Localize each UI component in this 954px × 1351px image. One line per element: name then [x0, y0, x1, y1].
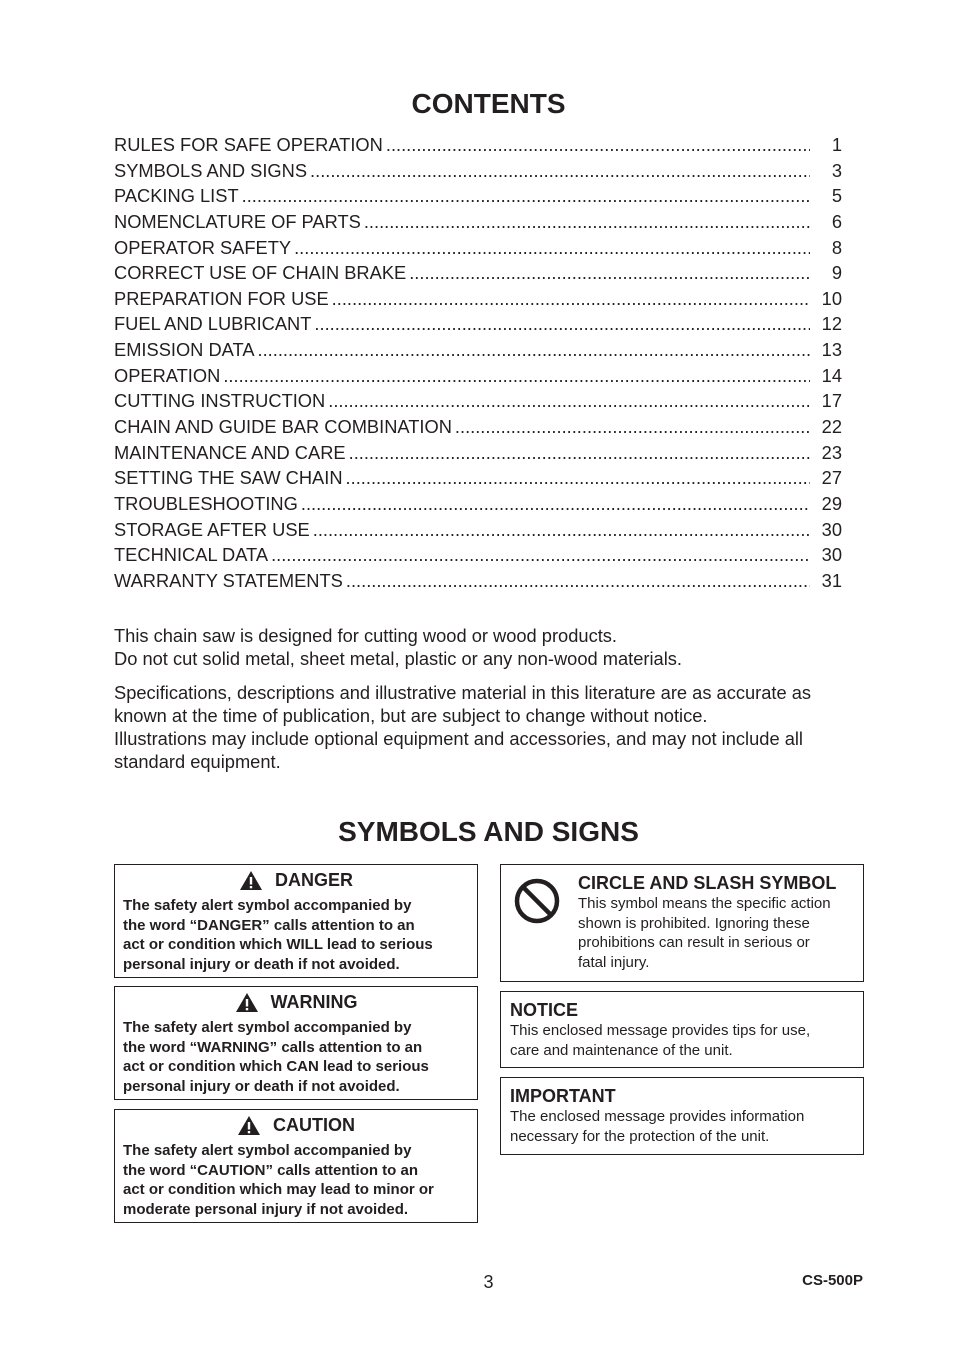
toc-entry-label: TECHNICAL DATA: [114, 544, 269, 566]
toc-entry-label: OPERATION: [114, 364, 221, 386]
warning-line: The safety alert symbol accompanied by: [123, 1019, 412, 1036]
toc-entry-label: NOMENCLATURE OF PARTS: [114, 210, 361, 232]
important-line: necessary for the protection of the unit.: [510, 1127, 770, 1145]
danger-line: personal injury or death if not avoided.: [123, 955, 400, 973]
danger-text: [115, 896, 477, 974]
important-label: IMPORTANT: [510, 1086, 616, 1106]
danger-heading: [115, 870, 477, 891]
toc-entry-page: 14: [821, 364, 842, 386]
toc-entry-label: TROUBLESHOOTING: [114, 492, 298, 514]
toc-entry-label: SYMBOLS AND SIGNS: [114, 159, 308, 181]
toc-entry: [114, 544, 842, 570]
warning-line: personal injury or death if not avoided.: [123, 1077, 400, 1095]
toc-entry: [114, 467, 842, 493]
toc-entry: [114, 185, 842, 211]
toc-entry-page: 22: [821, 416, 842, 438]
notice-text: [510, 1021, 857, 1060]
toc-entry-page: 29: [821, 492, 842, 514]
toc-dot-leader: [294, 237, 810, 259]
specifications-paragraph: [114, 681, 859, 773]
toc-dot-leader: [242, 185, 810, 207]
toc-entry-label: CORRECT USE OF CHAIN BRAKE: [114, 262, 407, 284]
symbols-title: SYMBOLS AND SIGNS: [338, 816, 639, 847]
toc-entry: [114, 442, 842, 468]
caution-line: The safety alert symbol accompanied by: [123, 1142, 412, 1159]
specs-line: Specifications, descriptions and illustrative material in this literature are as accurate as: [114, 682, 812, 703]
toc-entry-page: 3: [831, 159, 842, 181]
toc-dot-leader: [258, 339, 810, 361]
toc-entry-label: PACKING LIST: [114, 185, 239, 207]
toc-entry-label: WARRANTY STATEMENTS: [114, 569, 343, 591]
toc-entry-page: 1: [831, 134, 842, 155]
toc-dot-leader: [455, 416, 810, 438]
toc-entry-page: 6: [831, 210, 842, 232]
model-code: CS-500P: [802, 1272, 863, 1289]
toc-dot-leader: [223, 365, 810, 387]
intro-line: Do not cut solid metal, sheet metal, plastic or any non-wood materials.: [114, 648, 683, 669]
toc-entry: [114, 160, 842, 186]
warning-line: the word “WARNING” calls attention to an: [123, 1038, 423, 1056]
toc-dot-leader: [301, 493, 810, 515]
warning-triangle-icon: [239, 870, 263, 891]
toc-entry-page: 10: [821, 287, 842, 309]
toc-entry-page: 27: [821, 467, 842, 489]
toc-entry: [114, 313, 842, 339]
caution-text: [115, 1141, 477, 1219]
toc-entry: [114, 519, 842, 545]
toc-entry-page: 31: [821, 569, 842, 591]
danger-line: act or condition which WILL lead to serious: [123, 936, 433, 953]
toc-entry-label: OPERATOR SAFETY: [114, 236, 292, 258]
caution-line: the word “CAUTION” calls attention to an: [123, 1161, 419, 1179]
toc-entry-label: SETTING THE SAW CHAIN: [114, 467, 343, 489]
danger-label: DANGER: [274, 870, 353, 890]
toc-entry: [114, 237, 842, 263]
notice-line: care and maintenance of the unit.: [510, 1041, 733, 1059]
table-of-contents: [114, 134, 842, 596]
toc-entry-page: 30: [821, 544, 842, 566]
toc-entry: [114, 493, 842, 519]
intro-line: This chain saw is designed for cutting wood or wood products.: [114, 625, 618, 646]
notice-label: NOTICE: [510, 1000, 579, 1020]
warning-box: [114, 986, 478, 1100]
toc-entry: [114, 339, 842, 365]
caution-heading: [115, 1115, 477, 1136]
warning-heading: [115, 992, 477, 1013]
contents-title: CONTENTS: [411, 88, 566, 119]
circle-slash-content: [578, 873, 857, 972]
toc-dot-leader: [314, 313, 810, 335]
important-text: [510, 1107, 857, 1146]
toc-entry: [114, 365, 842, 391]
warning-triangle-icon: [237, 1115, 261, 1136]
caution-line: moderate personal injury if not avoided.: [123, 1200, 409, 1218]
caution-box: [114, 1109, 478, 1223]
toc-entry: [114, 134, 842, 160]
toc-dot-leader: [386, 134, 810, 156]
toc-dot-leader: [364, 211, 810, 233]
notice-content: [510, 1000, 857, 1060]
toc-dot-leader: [346, 570, 810, 592]
warning-text: [115, 1018, 477, 1096]
toc-entry: [114, 262, 842, 288]
notice-line: This enclosed message provides tips for use,: [510, 1022, 811, 1039]
warning-triangle-icon: [235, 992, 259, 1013]
toc-entry-page: 13: [821, 339, 842, 361]
toc-entry-label: STORAGE AFTER USE: [114, 518, 310, 540]
toc-dot-leader: [310, 160, 810, 182]
toc-dot-leader: [271, 544, 810, 566]
page-number: 3: [483, 1272, 494, 1292]
warning-line: act or condition which CAN lead to serious: [123, 1058, 429, 1075]
toc-entry-page: 8: [831, 236, 842, 258]
important-line: The enclosed message provides information: [510, 1108, 805, 1125]
toc-entry: [114, 390, 842, 416]
circle-slash-line: prohibitions can result in serious or: [578, 934, 810, 951]
circle-slash-label: CIRCLE AND SLASH SYMBOL: [578, 873, 837, 893]
toc-entry-page: 9: [831, 262, 842, 284]
circle-slash-text: [578, 894, 857, 972]
toc-entry-label: RULES FOR SAFE OPERATION: [114, 134, 383, 155]
toc-entry-page: 23: [821, 441, 842, 463]
circle-slash-line: fatal injury.: [578, 953, 650, 971]
toc-entry-label: CHAIN AND GUIDE BAR COMBINATION: [114, 416, 452, 438]
toc-dot-leader: [313, 519, 810, 541]
toc-entry-label: PREPARATION FOR USE: [114, 287, 329, 309]
specs-line: standard equipment.: [114, 751, 281, 772]
toc-entry-label: EMISSION DATA: [114, 339, 255, 361]
toc-dot-leader: [346, 467, 810, 489]
toc-entry: [114, 570, 842, 596]
danger-box: [114, 864, 478, 978]
toc-dot-leader: [332, 288, 810, 310]
toc-entry-label: FUEL AND LUBRICANT: [114, 313, 312, 335]
specs-line: known at the time of publication, but are subject to change without notice.: [114, 705, 708, 726]
intro-paragraph: [114, 624, 859, 670]
toc-entry-label: CUTTING INSTRUCTION: [114, 390, 326, 412]
toc-dot-leader: [349, 442, 810, 464]
caution-label: CAUTION: [273, 1115, 355, 1135]
toc-entry-page: 5: [831, 185, 842, 207]
toc-entry-label: MAINTENANCE AND CARE: [114, 441, 346, 463]
warning-label: WARNING: [270, 992, 358, 1012]
toc-entry: [114, 288, 842, 314]
toc-entry-page: 17: [821, 390, 842, 412]
prohibition-circle-slash-icon: [513, 877, 561, 925]
important-box: [500, 1077, 864, 1155]
toc-dot-leader: [328, 390, 810, 412]
circle-slash-line: shown is prohibited. Ignoring these: [578, 914, 810, 932]
notice-box: [500, 991, 864, 1068]
toc-entry-page: 12: [821, 313, 842, 335]
specs-line: Illustrations may include optional equipment and accessories, and may not include all: [114, 728, 803, 749]
danger-line: the word “DANGER” calls attention to an: [123, 916, 415, 934]
danger-line: The safety alert symbol accompanied by: [123, 897, 412, 914]
toc-entry: [114, 416, 842, 442]
toc-entry-page: 30: [821, 518, 842, 540]
toc-dot-leader: [409, 262, 810, 284]
caution-line: act or condition which may lead to minor or: [123, 1181, 434, 1198]
circle-slash-line: This symbol means the specific action: [578, 895, 831, 912]
important-content: [510, 1086, 857, 1146]
circle-slash-box: [500, 864, 864, 982]
toc-entry: [114, 211, 842, 237]
